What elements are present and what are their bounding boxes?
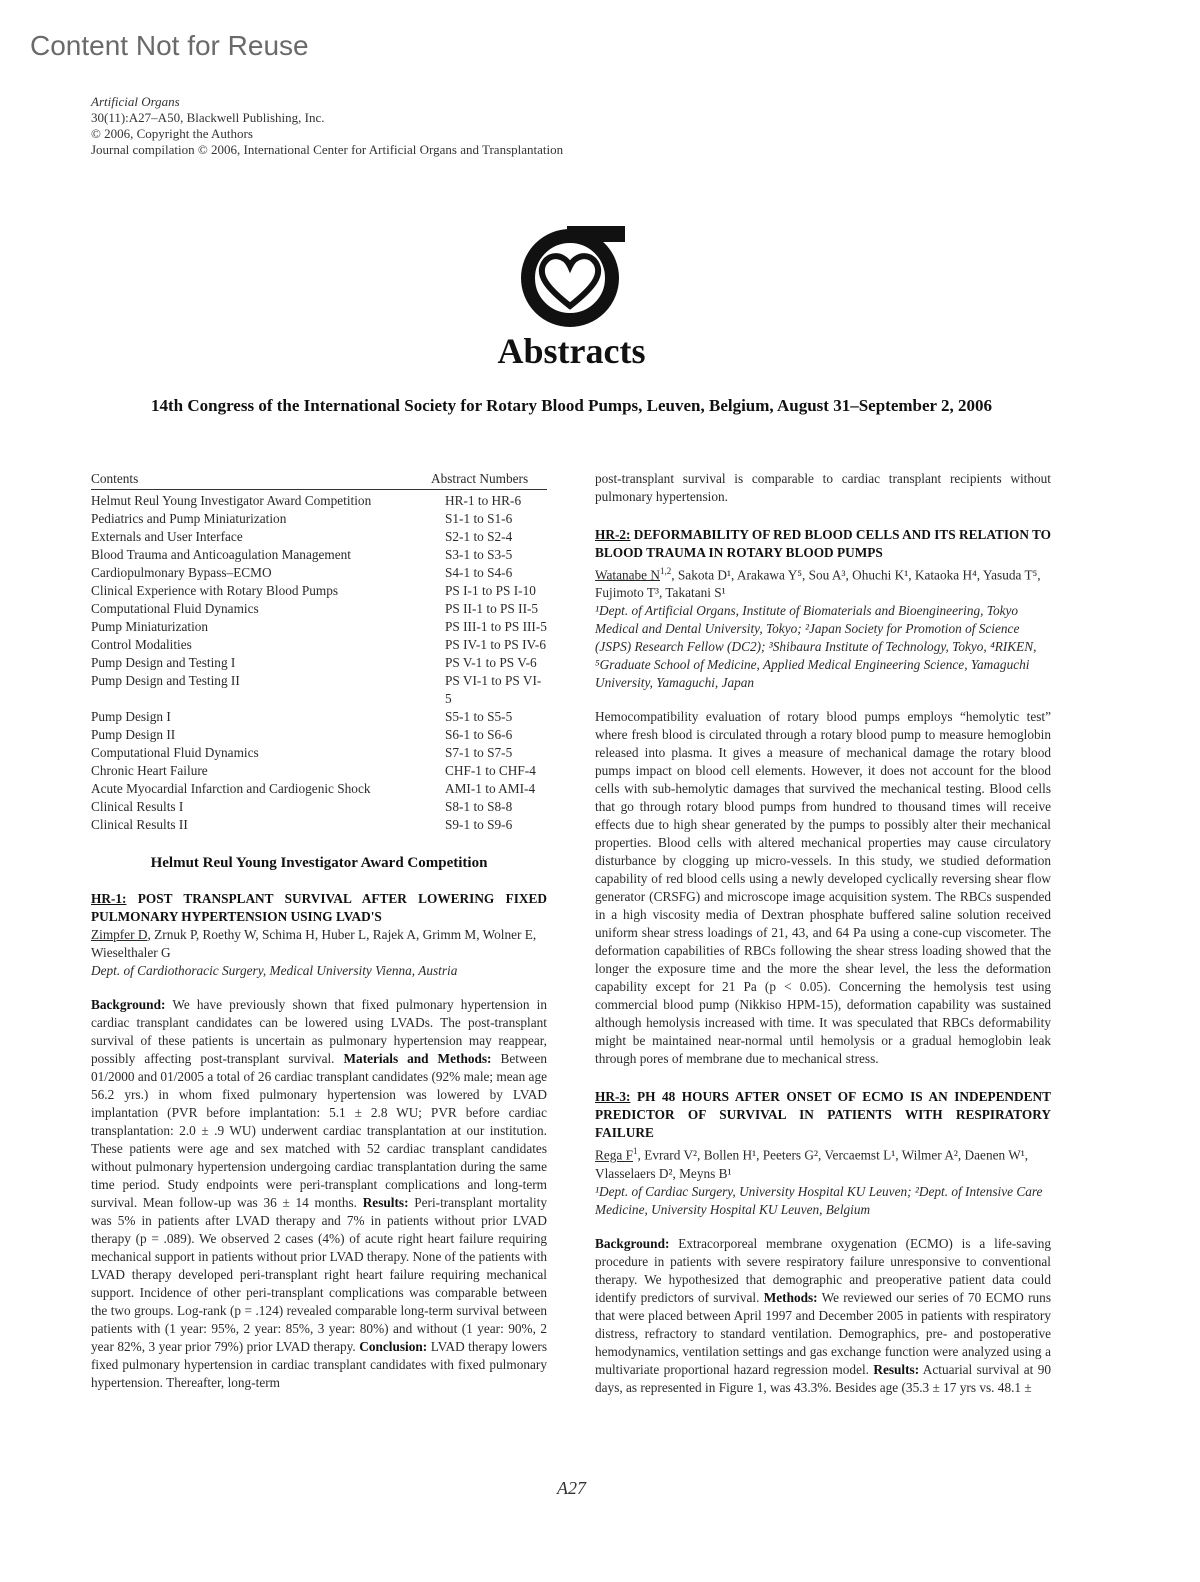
abstract-title-text: PH 48 HOURS AFTER ONSET OF ECMO IS AN INDEPENDENT PREDICTOR OF SURVIVAL IN PATIENTS WITH RESPIRATORY FAILURE: [595, 1089, 1051, 1141]
contents-row-title: Pump Design and Testing I: [91, 655, 236, 670]
label-methods: Methods:: [763, 1289, 818, 1305]
contents-row-title: Acute Myocardial Infarction and Cardiogenic Shock: [91, 781, 371, 796]
contents-row: [91, 510, 547, 528]
contents-row-numbers: PS I-1 to PS I-10: [445, 583, 536, 598]
contents-row-title: Pump Miniaturization: [91, 619, 209, 634]
journal-name: Artificial Organs: [91, 94, 180, 109]
contents-row-numbers: S4-1 to S4-6: [445, 565, 513, 580]
contents-row-numbers: S1-1 to S1-6: [445, 511, 513, 526]
text-methods: Between 01/2000 and 01/2005 a total of 26 cardiac transplant candidates (92% male; mean age 56.2 yrs.) in whom fixed pulmonary hypertension was lowered by LVAD implantation (PVR before implantation: 5.1 ± 2.8 WU; PVR before cardiac transplantation: 2.0 ± .9 WU) underwent cardiac transplantation at our institution. These patients were age and sex matched with 52 cardiac transplant candidates without pulmonary hypertension undergoing cardiac transplantation during the same time period. Study endpoints were peri-transplant complications and long-term survival. Mean follow-up was 36 ± 14 months.: [91, 1051, 548, 1210]
abstract-hr2-title: [595, 526, 1051, 562]
abstract-hr1-affiliation: Dept. of Cardiothoracic Surgery, Medical University Vienna, Austria: [91, 963, 458, 978]
contents-row: [91, 744, 547, 762]
contents-header: [91, 470, 547, 490]
left-column: [91, 470, 547, 1392]
copyright-line: © 2006, Copyright the Authors: [91, 126, 253, 141]
label-results: Results:: [362, 1195, 409, 1210]
lead-author-sup: 1,2: [660, 566, 672, 576]
author-list: , Zrnuk P, Roethy W, Schima H, Huber L, Rajek A, Grimm M, Wolner E, Wieselthaler G: [91, 927, 537, 960]
text-background: Extracorporeal membrane oxygenation (ECMO) is a life-saving procedure in patients with severe respiratory failure unresponsive to conventional therapy. We hypothesized that demographic and preoperative patient data could identify predictors of survival.: [595, 1235, 1051, 1305]
contents-row: [91, 582, 547, 600]
abstract-hr2-body: Hemocompatibility evaluation of rotary blood pumps employs “hemolytic test” where fresh blood is circulated through a rotary blood pump to measure hemoglobin released into plasma. It gives a measure of mechanical damage the rotary blood pumps impact on blood cell elements. However, it does not account for the blood cells with sub-hemolytic damages that survived the mechanical testing. Blood cells that go through rotary blood pumps from hundred to thousand times will receive effects due to high shear generated by the pumps to possibly alter their mechanical properties. Blood cells with altered mechanical properties may cause circulatory disturbance by clogging up micro-vessels. In this study, we studied deformation capability of red blood cells using a newly developed cyclically reversing shear flow generator (CRSFG) and microscope image acquisition system. The RBCs suspended in a high viscosity media of Dextran phosphate buffered saline solution received uniform shear stress loadings of 21, 43, and 64 Pa using a cone-cup viscometer. The deformation capabilities of RBCs following the shear stress loading showed that the longer the exposure time and the more the shear level, the less the deformation capability except for 21 Pa (p < 0.05). Concerning the hemolysis test using commercial blood pump (Nikkiso HPM-15), deformation capability was sustained although hemolysis increased with time. It was speculated that RBCs deformability might be maintained near-normal until hemolysis or a gradual hemoglobin leak through pores of membrane due to mechanical stress.: [595, 709, 1051, 1067]
contents-row-numbers: CHF-1 to CHF-4: [445, 763, 536, 778]
contents-row-numbers: S8-1 to S8-8: [445, 799, 513, 814]
contents-row-title: Blood Trauma and Anticoagulation Management: [91, 547, 351, 562]
author-list: , Evrard V², Bollen H¹, Peeters G², Vercaemst L¹, Wilmer A², Daenen W¹, Vlasselaers D², Meyns B¹: [595, 1147, 1029, 1181]
abstract-hr3-title: [595, 1088, 1051, 1142]
lead-author-sup: 1: [633, 1146, 638, 1157]
contents-row: [91, 726, 547, 744]
abstract-hr1-title: [91, 890, 547, 926]
label-methods: Materials and Methods:: [343, 1051, 492, 1066]
abstract-hr3-authors: [595, 1142, 1051, 1182]
author-list: , Sakota D¹, Arakawa Y⁵, Sou A³, Ohuchi K¹, Kataoka H⁴, Yasuda T⁵, Fujimoto T³, Takatani S¹: [595, 567, 1041, 601]
abstract-hr2-authors: [595, 562, 1051, 602]
contents-row: [91, 816, 547, 834]
watermark: Content Not for Reuse: [30, 30, 309, 61]
label-background: Background:: [91, 997, 166, 1012]
contents-row-title: Helmut Reul Young Investigator Award Competition: [91, 493, 372, 508]
contents-row-title: Chronic Heart Failure: [91, 763, 208, 778]
contents-row: [91, 546, 547, 564]
contents-row-title: Clinical Results II: [91, 817, 188, 832]
contents-row-numbers: PS III-1 to PS III-5: [445, 619, 547, 634]
label-conclusion: Conclusion:: [359, 1339, 428, 1354]
contents-header-title: Contents: [91, 471, 139, 486]
lead-author: Watanabe N: [595, 567, 661, 583]
abstract-hr3-body: [595, 1235, 1051, 1397]
lead-author: Zimpfer D: [91, 927, 148, 942]
abstract-hr1-body: [91, 996, 547, 1392]
abstract-title-text: DEFORMABILITY OF RED BLOOD CELLS AND ITS RELATION TO BLOOD TRAUMA IN ROTARY BLOOD PUMPS: [595, 527, 1051, 560]
contents-row-numbers: HR-1 to HR-6: [445, 493, 522, 508]
text-results: Peri-transplant mortality was 5% in patients after LVAD therapy and 7% in patients without prior LVAD therapy (p = .089). We observed 2 cases (4%) of acute right heart failure requiring mechanical support in patients without prior LVAD therapy. None of the patients with LVAD therapy developed peri-transplant right heart failure requiring mechanical support. Incidence of other peri-transplant complications was comparable between the two groups. Log-rank (p = .124) revealed comparable long-term survival between patients with (1 year: 95%, 2 year: 85%, 3 year: 80%) and without (1 year: 90%, 2 year 82%, 3 year prior 79%) prior LVAD therapy.: [91, 1195, 547, 1354]
contents-row-title: Computational Fluid Dynamics: [91, 745, 259, 760]
contents-row-title: Pump Design II: [91, 727, 176, 742]
journal-volume: 30(11):A27–A50, Blackwell Publishing, Inc.: [91, 110, 325, 125]
contents-row-numbers: S5-1 to S5-5: [445, 709, 513, 724]
contents-row: [91, 600, 547, 618]
label-background: Background:: [595, 1235, 670, 1251]
contents-row-title: Clinical Results I: [91, 799, 184, 814]
contents-row-numbers: PS IV-1 to PS IV-6: [445, 637, 546, 652]
text-results: Actuarial survival at 90 days, as represented in Figure 1, was 43.3%. Besides age (35.3 ± 17 yrs vs. 48.1 ±: [595, 1361, 1051, 1395]
contents-table: [91, 470, 547, 834]
text-methods: We reviewed our series of 70 ECMO runs that were placed between April 1997 and December 2005 in patients with respiratory distress, refractory to standard ventilation. Demographics, pre- and postoperative hemodynamics, ventilation settings and gas exchange function were analyzed using a multivariate proportional hazard regression model.: [595, 1289, 1051, 1377]
contents-row: [91, 618, 547, 636]
page-title: Abstracts: [497, 331, 646, 371]
label-results: Results:: [873, 1361, 920, 1377]
contents-row-numbers: S6-1 to S6-6: [445, 727, 513, 742]
contents-row-numbers: S3-1 to S3-5: [445, 547, 513, 562]
compilation-line: Journal compilation © 2006, International Center for Artificial Organs and Transplantation: [91, 142, 564, 157]
contents-row-title: Externals and User Interface: [91, 529, 243, 544]
abstract-code: HR-1:: [91, 891, 127, 906]
abstract-code: HR-3:: [595, 1089, 631, 1105]
abstract-hr1-continued: post-transplant survival is comparable to cardiac transplant recipients without pulmonary hypertension.: [595, 471, 1051, 504]
contents-row-numbers: PS II-1 to PS II-5: [445, 601, 539, 616]
contents-row: [91, 492, 547, 510]
contents-row: [91, 672, 547, 708]
contents-row-numbers: S9-1 to S9-6: [445, 817, 513, 832]
contents-row-title: Pediatrics and Pump Miniaturization: [91, 511, 287, 526]
congress-subtitle: 14th Congress of the International Society for Rotary Blood Pumps, Leuven, Belgium, August 31–September 2, 2006: [150, 396, 993, 415]
text-background: We have previously shown that fixed pulmonary hypertension in cardiac transplant candidates can be lowered using LVADs. The post-transplant survival of these patients is uncertain as pulmonary hypertension may reappear, possibly affecting post-transplant survival.: [91, 997, 547, 1066]
contents-row-numbers: PS V-1 to PS V-6: [445, 655, 537, 670]
right-column: [595, 470, 1051, 1397]
contents-row: [91, 654, 547, 672]
contents-row-numbers: S2-1 to S2-4: [445, 529, 513, 544]
abstract-hr3-affiliation: ¹Dept. of Cardiac Surgery, University Hospital KU Leuven; ²Dept. of Intensive Care Medicine, University Hospital KU Leuven, Belgium: [595, 1183, 1043, 1217]
lead-author: Rega F: [595, 1147, 634, 1163]
contents-row-title: Clinical Experience with Rotary Blood Pumps: [91, 583, 339, 598]
contents-row: [91, 798, 547, 816]
page-number: A27: [557, 1478, 586, 1498]
contents-row: [91, 636, 547, 654]
abstract-code: HR-2:: [595, 527, 631, 542]
contents-row-numbers: PS VI-1 to PS VI-5: [445, 673, 542, 706]
abstract-hr1-authors: [91, 926, 547, 962]
contents-row: [91, 762, 547, 780]
text-conclusion: LVAD therapy lowers fixed pulmonary hypertension in cardiac transplant candidates with fixed pulmonary hypertension. Thereafter, long-term: [91, 1339, 547, 1390]
contents-row-numbers: S7-1 to S7-5: [445, 745, 513, 760]
journal-header: [91, 94, 563, 158]
contents-row-title: Pump Design I: [91, 709, 171, 724]
section-title: Helmut Reul Young Investigator Award Competition: [150, 855, 488, 871]
contents-row-title: Cardiopulmonary Bypass–ECMO: [91, 565, 272, 580]
contents-row-title: Pump Design and Testing II: [91, 673, 240, 688]
contents-row-title: Control Modalities: [91, 637, 192, 652]
heart-logo-icon: [517, 220, 627, 330]
contents-row: [91, 564, 547, 582]
abstract-title-text: POST TRANSPLANT SURVIVAL AFTER LOWERING FIXED PULMONARY HYPERTENSION USING LVAD'S: [91, 891, 547, 924]
abstract-hr2-affiliation: ¹Dept. of Artificial Organs, Institute of Biomaterials and Bioengineering, Tokyo Medical and Dental University, Tokyo; ²Japan Society for Promotion of Science (JSPS) Research Fellow (DC2); ³Shibaura Institute of Technology, Tokyo, ⁴RIKEN, ⁵Graduate School of Medicine, Applied Medical Engineering Science, Yamaguchi University, Yamaguchi, Japan: [595, 603, 1037, 691]
contents-row: [91, 708, 547, 726]
contents-header-numbers: Abstract Numbers: [431, 471, 529, 486]
contents-row-title: Computational Fluid Dynamics: [91, 601, 259, 616]
contents-row-numbers: AMI-1 to AMI-4: [445, 781, 536, 796]
contents-row: [91, 528, 547, 546]
contents-row: [91, 780, 547, 798]
